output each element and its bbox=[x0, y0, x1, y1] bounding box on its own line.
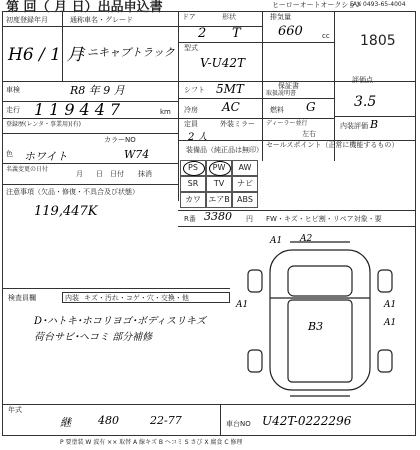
mileage-value: 119447 bbox=[34, 100, 126, 119]
shift-value: 5MT bbox=[216, 82, 244, 96]
equip-ps: PS bbox=[180, 160, 206, 176]
equip-aw: AW bbox=[232, 160, 258, 176]
fuel-value: G bbox=[306, 100, 316, 114]
label-shaken: 抹消 bbox=[138, 170, 152, 178]
label-interior: 内装評価 bbox=[340, 122, 368, 130]
label-car-name: 通称車名・グレード bbox=[70, 16, 133, 24]
inspection-value: R8 年 9 月 bbox=[70, 84, 125, 97]
color-no-value: W74 bbox=[124, 148, 150, 161]
bottom-top bbox=[2, 404, 416, 405]
label-r-no: R番 bbox=[184, 215, 196, 223]
bottom-date-value: 22-77 bbox=[150, 414, 182, 427]
chassis-value: U42T-0222296 bbox=[262, 414, 352, 428]
label-shape: 形状 bbox=[222, 13, 236, 21]
r-no-value: 3380 bbox=[204, 210, 232, 223]
displacement-value: 660 bbox=[278, 24, 303, 39]
label-insp-sub: 内装 bbox=[65, 294, 79, 302]
label-rental: 登録歴(レンタ・事業用)(有) bbox=[6, 121, 81, 128]
door-value: 2 bbox=[198, 26, 207, 41]
equip-tv: TV bbox=[206, 176, 232, 192]
inspector-top bbox=[2, 288, 230, 289]
label-equipment: 装備品（純正品は無印） bbox=[186, 146, 263, 154]
label-trade-history: 名義変更の日付 bbox=[6, 166, 49, 173]
r-unit: 円 bbox=[246, 215, 253, 223]
score-divider bbox=[334, 116, 416, 117]
diagram-mark-right2: A1 bbox=[384, 318, 397, 328]
bottom-left-value: 継 bbox=[60, 416, 71, 429]
label-model: 型式 bbox=[184, 44, 198, 52]
label-color: 色 bbox=[6, 150, 13, 158]
diagram-mark-left1: A1 bbox=[236, 300, 249, 310]
fax-number: FAX 0493-65-4004 bbox=[350, 1, 406, 8]
label-inspection: 車検 bbox=[6, 86, 20, 94]
form-id: 1805 bbox=[360, 33, 396, 49]
row1-divider bbox=[2, 26, 262, 27]
capacity-value: 2 人 bbox=[188, 132, 208, 143]
diagram-mark-top1: A1 bbox=[270, 236, 283, 246]
label-chassis: 車台NO bbox=[226, 420, 251, 428]
shape-value: T bbox=[232, 26, 241, 41]
label-displacement: 排気量 bbox=[270, 13, 291, 21]
label-inspector: 検査員欄 bbox=[8, 294, 36, 302]
label-date-mark: 日付 bbox=[110, 170, 124, 178]
label-exterior: 外装ミラー bbox=[220, 120, 255, 128]
legend-bottom: P 要塗装 W 波有 ×× 取替 A 線キズ B ヘコミ S さび X 腐食 C 修理 bbox=[60, 439, 243, 446]
label-ownership: 取扱説明書 bbox=[266, 90, 297, 97]
row-cap-top bbox=[178, 118, 334, 119]
interior-value: B bbox=[370, 118, 379, 131]
color-value: ホワイト bbox=[24, 150, 68, 163]
col-divider-d bbox=[334, 11, 335, 161]
notes-mileage: 119,447K bbox=[34, 204, 98, 219]
chassis-divider bbox=[220, 404, 221, 436]
equip-airbag: エアB bbox=[206, 192, 232, 208]
row4-divider bbox=[2, 118, 178, 119]
equip-navi: ナビ bbox=[232, 176, 258, 192]
label-color-no: カラーNO bbox=[104, 136, 136, 144]
mileage-unit: km bbox=[160, 108, 171, 116]
label-steering: ディーラー並行 bbox=[266, 120, 308, 127]
label-score: 評価点 bbox=[352, 76, 373, 84]
circle-ps-mark bbox=[183, 161, 205, 176]
equip-pw: PW bbox=[206, 160, 232, 176]
label-day: 日 bbox=[96, 170, 103, 178]
row-ac-top bbox=[178, 98, 334, 99]
diagram-mark-top2: A2 bbox=[300, 234, 313, 244]
score-value: 3.5 bbox=[354, 94, 377, 110]
car-damage-diagram bbox=[230, 232, 410, 402]
ac-value: AC bbox=[222, 100, 240, 114]
form-title: 第 回（ 月 日）出品申込書 bbox=[6, 0, 163, 15]
label-month: 月 bbox=[76, 170, 83, 178]
label-door: ドア bbox=[182, 13, 196, 21]
bottom-num-value: 480 bbox=[98, 414, 119, 427]
car-name-value: ミニキャブトラック bbox=[76, 46, 175, 59]
row7-divider bbox=[2, 184, 178, 185]
first-reg-value: H6 / 1 月 bbox=[8, 45, 84, 65]
equip-leather: カワ bbox=[180, 192, 206, 208]
inspector-note-1: D･ハトキ･ホコリヨゴ･ボディスリキズ bbox=[34, 316, 206, 327]
model-value: V-U42T bbox=[200, 56, 246, 70]
label-insp-items: キズ・汚れ・コゲ・穴・交換・他 bbox=[84, 294, 189, 302]
label-capacity: 定員 bbox=[184, 120, 198, 128]
displacement-unit: cc bbox=[322, 32, 330, 40]
equip-abs: ABS bbox=[232, 192, 258, 208]
equip-sr: SR bbox=[180, 176, 206, 192]
row5-divider bbox=[2, 133, 178, 134]
diagram-mark-right1: A1 bbox=[384, 300, 397, 310]
diagram-mark-center: B3 bbox=[308, 320, 324, 333]
label-legend-note: FW・キズ・ヒビ割・リペア対象・要 bbox=[266, 215, 382, 223]
rno-bottom bbox=[178, 226, 416, 227]
label-ac: 冷房 bbox=[184, 106, 198, 114]
label-notes: 注意事項（欠品・修復・不具合及び状態） bbox=[6, 188, 139, 196]
label-fuel: 燃料 bbox=[270, 106, 284, 114]
row6-divider bbox=[2, 163, 178, 164]
col-divider-b bbox=[178, 11, 179, 201]
label-selling-points: セールスポイント（正常に機能するもの） bbox=[266, 141, 399, 149]
inspector-note-2: 荷台サビ･ヘコミ 部分補修 bbox=[34, 332, 153, 343]
row-model-top bbox=[178, 42, 334, 43]
label-warranty: 保証書 bbox=[278, 82, 299, 90]
label-mileage: 走行 bbox=[6, 106, 20, 114]
label-handle: 左右 bbox=[302, 130, 316, 138]
company-name: ヒーローオートオークション bbox=[272, 1, 363, 9]
label-first-reg: 初度登録年月 bbox=[6, 16, 48, 24]
circle-pw-mark bbox=[209, 161, 231, 176]
label-shift: シフト bbox=[184, 86, 205, 94]
label-bottom-year: 年式 bbox=[8, 406, 22, 414]
